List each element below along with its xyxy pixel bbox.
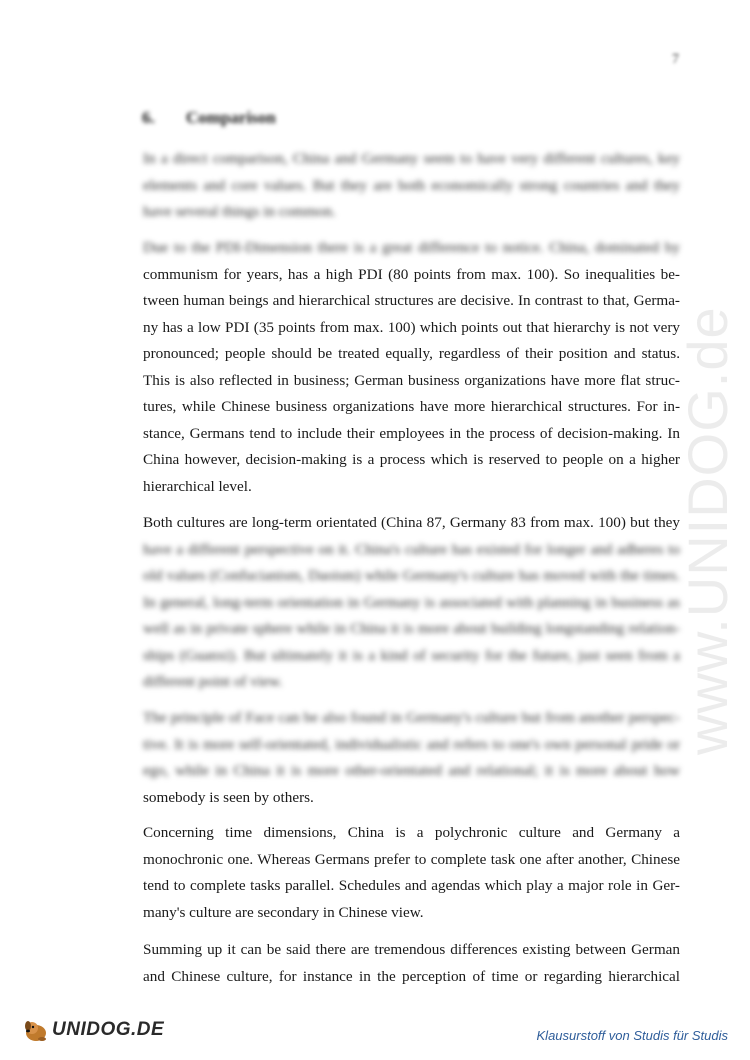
text-line: monochronic one. Whereas Germans prefer to complete task one after another, Chinese	[143, 850, 680, 868]
text-line: tween human beings and hierarchical structures are decisive. In contrast to that, Germa-	[143, 292, 680, 309]
text-line: have a different perspective on it. China's culture has existed for longer and adheres to	[143, 540, 680, 558]
text-line: old values (Confucianism, Daoism) while Germany's culture has moved with the times.	[143, 567, 680, 584]
text-line: have several things in common.	[143, 203, 336, 220]
text-line: hierarchical level.	[143, 477, 252, 495]
paragraph-face	[143, 705, 680, 811]
text-line: stance, Germans tend to include their employees in the process of decision-making. In	[143, 424, 680, 442]
text-line: different point of view.	[143, 673, 283, 690]
text-line: many's culture are secondary in Chinese view.	[143, 903, 424, 921]
text-line: tive. It is more self-orientated, individualistic and refers to one's own personal pride or	[143, 735, 680, 753]
paragraph-time	[143, 820, 680, 926]
text-line: well as in private sphere while in China it is more about building longstanding relation-	[143, 620, 680, 637]
text-line: and Chinese culture, for instance in the perception of time or regarding hierarchical	[143, 967, 680, 985]
text-line: China however, decision-making is a process which is reserved to people on a higher	[143, 451, 680, 468]
watermark: www.UNIDOG.de	[676, 306, 739, 755]
text-line: tures, while Chinese business organizations have more hierarchical structures. For in-	[143, 398, 680, 415]
text-line: This is also reflected in business; German business organizations have more flat struc-	[143, 371, 680, 389]
section-heading	[142, 108, 276, 128]
footer-tagline: Klausurstoff von Studis für Studis	[536, 1028, 728, 1043]
text-line: somebody is seen by others.	[143, 788, 314, 806]
paragraph-long-term	[143, 510, 680, 696]
blurred-paragraph-1	[143, 146, 680, 226]
section-number: 6.	[142, 108, 155, 127]
text-line: ego, while in China it is more other-orientated and relational; it is more about how	[143, 762, 680, 779]
text-line: ships (Guanxi). But ultimately it is a kind of security for the future, just seen from a	[143, 646, 680, 664]
text-line: Concerning time dimensions, China is a polychronic culture and Germany a	[143, 824, 680, 841]
text-line: pronounced; people should be treated equally, regardless of their position and status.	[143, 345, 680, 362]
logo-text: UNIDOG.DE	[52, 1019, 165, 1040]
text-line: Due to the PDI-Dimension there is a great difference to notice. China, dominated by	[143, 239, 680, 256]
text-line: ny has a low PDI (35 points from max. 100) which points out that hierarchy is not very	[143, 318, 680, 336]
section-title: Comparison	[186, 108, 276, 127]
text-line: The principle of Face can be also found in Germany's culture but from another perspec-	[143, 709, 680, 726]
text-line: In general, long-term orientation in Germany is associated with planning in business as	[143, 593, 680, 611]
text-line: communism for years, has a high PDI (80 points from max. 100). So inequalities be-	[143, 265, 680, 283]
text-line: In a direct comparison, China and Germany seem to have very different cultures, key	[143, 150, 680, 167]
text-line: Both cultures are long-term orientated (China 87, Germany 83 from max. 100) but they	[143, 514, 680, 531]
unidog-logo[interactable]	[22, 1016, 164, 1044]
page-number: 7	[672, 52, 679, 67]
text-line: Summing up it can be said there are tremendous differences existing between German	[143, 941, 680, 958]
text-line: tend to complete tasks parallel. Schedules and agendas which play a major role in Ger-	[143, 877, 680, 894]
paragraph-pdi	[143, 235, 680, 500]
dog-icon	[22, 1016, 50, 1044]
text-line: elements and core values. But they are both economically strong countries and they	[143, 176, 680, 194]
paragraph-summary	[143, 937, 680, 990]
